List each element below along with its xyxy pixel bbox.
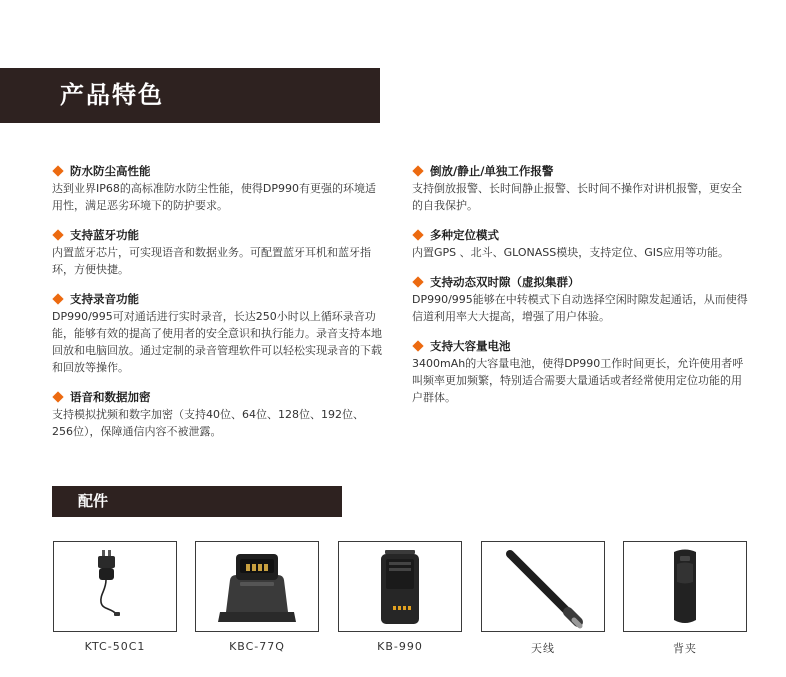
bullet-diamond-icon [52,293,63,304]
feature-description: 达到业界IP68的高标准防水防尘性能，使得DP990有更强的环境适用性，满足恶劣环境下的防护要求。 [52,182,376,212]
antenna-icon [482,542,604,631]
features-right-column [412,163,748,419]
belt-clip-icon [624,542,746,631]
feature-item [412,163,748,214]
battery-icon [339,542,461,631]
bullet-diamond-icon [412,165,423,176]
bullet-diamond-icon [52,391,63,402]
feature-title: 支持录音功能 [70,292,139,306]
feature-item [412,338,748,406]
feature-title: 多种定位模式 [430,228,499,242]
accessory-label: 天线 [531,642,555,655]
feature-item [52,291,384,376]
feature-title: 语音和数据加密 [70,390,151,404]
bullet-diamond-icon [412,276,423,287]
feature-item [412,274,748,325]
feature-title: 支持大容量电池 [430,339,511,353]
accessory-label: KTC-50C1 [84,640,146,653]
bullet-diamond-icon [52,165,63,176]
feature-title: 防水防尘高性能 [70,164,151,178]
feature-description: DP990/995能够在中转模式下自动选择空闲时隙发起通话，从而使得信道利用率大大提高，增强了用户体验。 [412,293,748,323]
feature-item [52,163,384,214]
accessory-card-desktop-charger [195,541,319,632]
feature-title: 支持动态双时隙（虚拟集群） [430,275,580,289]
accessory-label: KB-990 [377,640,423,653]
bullet-diamond-icon [412,340,423,351]
feature-description: 支持模拟扰频和数字加密（支持40位、64位、128位、192位、256位），保障通信内容不被泄露。 [52,408,364,438]
feature-description: DP990/995可对通话进行实时录音，长达250小时以上循环录音功能，能够有效的提高了使用者的安全意识和执行能力。录音支持本地回放和电脑回放。通过定制的录音管理软件可以轻松实现录音的下载和回放等操作。 [52,310,382,374]
feature-item [52,389,384,440]
feature-description: 内置蓝牙芯片，可实现语音和数据业务。可配置蓝牙耳机和蓝牙指环，方便快捷。 [52,246,371,276]
accessory-label: KBC-77Q [229,640,285,653]
bullet-diamond-icon [52,229,63,240]
accessory-card-battery [338,541,462,632]
accessory-label: 背夹 [673,642,697,655]
feature-description: 支持倒放报警、长时间静止报警、长时间不操作对讲机报警，更安全的自我保护。 [412,182,742,212]
page-title: 产品特色 [60,81,164,109]
accessory-card-antenna [481,541,605,632]
accessory-card-belt-clip [623,541,747,632]
accessories-title: 配件 [78,492,109,510]
feature-item [52,227,384,278]
accessory-card-charger-adapter [53,541,177,632]
section-banner-features [0,68,380,123]
desktop-charger-icon [196,542,318,631]
feature-title: 支持蓝牙功能 [70,228,139,242]
feature-item [412,227,748,261]
feature-title: 倒放/静止/单独工作报警 [430,164,554,178]
charger-adapter-icon [54,542,176,631]
bullet-diamond-icon [412,229,423,240]
section-banner-accessories [52,486,342,517]
feature-description: 内置GPS 、北斗、GLONASS模块，支持定位、GIS应用等功能。 [412,246,730,259]
feature-description: 3400mAh的大容量电池，使得DP990工作时间更长，允许使用者呼叫频率更加频繁，特别适合需要大量通话或者经常使用定位功能的用户群体。 [412,357,744,404]
features-left-column [52,163,384,453]
